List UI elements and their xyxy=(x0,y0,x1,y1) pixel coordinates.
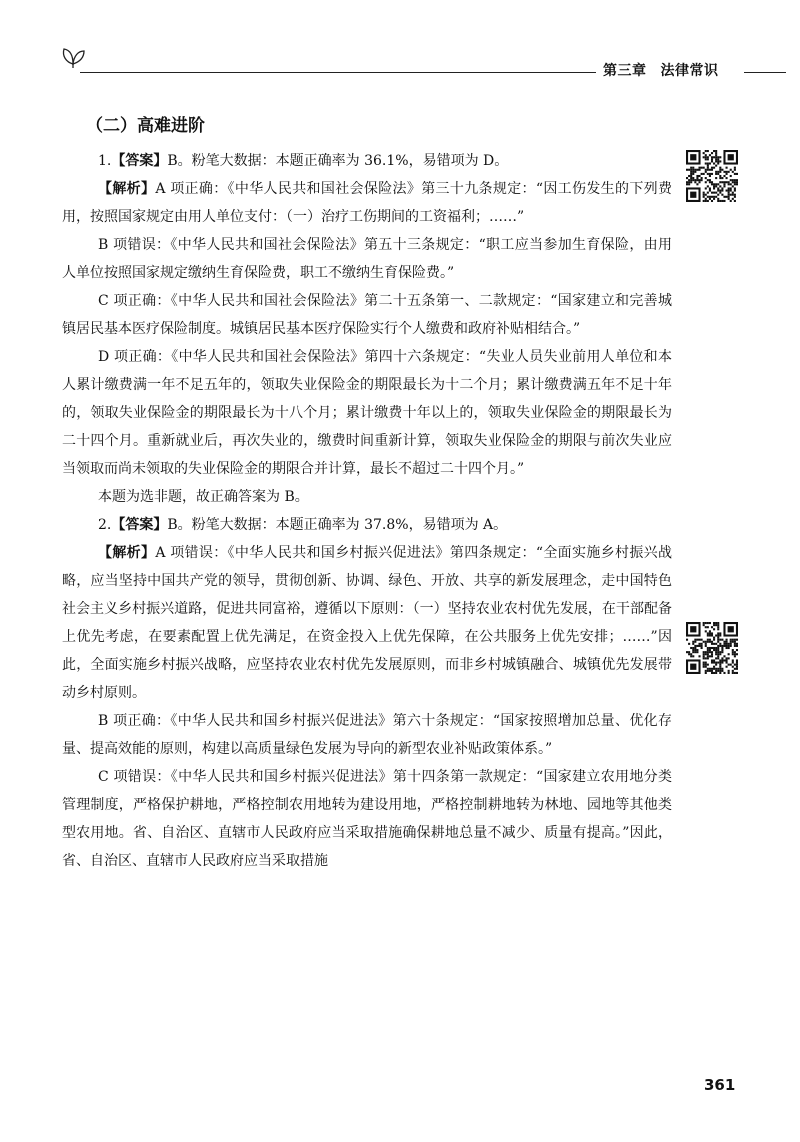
paragraph-q2-analysis-c: C 项错误：《中华人民共和国乡村振兴促进法》第十四条第一款规定：“国家建立农用地分类管理制度，严格保护耕地，严格控制农用地转为建设用地，严格控制耕地转为林地、园地等其他类型农用地。省、自治区、直辖市人民政府应当采取措施确保耕地总量不减少、质量有提高。”因此，省、自治区、直辖市人民政府应当采取措施 xyxy=(62,769,672,869)
paragraph-q1-analysis-c: C 项正确：《中华人民共和国社会保险法》第二十五条第一、二款规定：“国家建立和完善城镇居民基本医疗保险制度。城镇居民基本医疗保险实行个人缴费和政府补贴相结合。” xyxy=(62,293,672,337)
chapter-title: 法律常识 xyxy=(660,63,719,79)
qr-code-icon xyxy=(686,150,738,202)
paragraph-q2-analysis-b: B 项正确：《中华人民共和国乡村振兴促进法》第六十条规定：“国家按照增加总量、优化存量、提高效能的原则，构建以高质量绿色发展为导向的新型农业补贴政策体系。” xyxy=(62,713,672,757)
section-title: （二）高难进阶 xyxy=(86,116,205,136)
paragraph-q2-answer: 2.【答案】B。粉笔大数据：本题正确率为 37.8%，易错项为 A。 xyxy=(98,517,508,533)
header-rule-right xyxy=(744,72,786,73)
paragraph-q1-analysis-b: B 项错误：《中华人民共和国社会保险法》第五十三条规定：“职工应当参加生育保险，由用人单位按照国家规定缴纳生育保险费，职工不缴纳生育保险费。” xyxy=(62,237,672,281)
page-number: 361 xyxy=(704,1076,736,1094)
leaf-logo-icon xyxy=(60,44,86,68)
paragraph-q1-analysis-d: D 项正确：《中华人民共和国社会保险法》第四十六条规定：“失业人员失业前用人单位和本人累计缴费满一年不足五年的，领取失业保险金的期限最长为十二个月；累计缴费满五年不足十年的，领取失业保险金的期限最长为十八个月；累计缴费十年以上的，领取失业保险金的期限最长为二十四个月。重新就业后，再次失业的，缴费时间重新计算，领取失业保险金的期限与前次失业应当领取而尚未领取的失业保险金的期限合并计算，最长不超过二十四个月。” xyxy=(62,349,672,477)
header-rule-left xyxy=(80,72,596,73)
paragraph-q1-conclusion: 本题为选非题，故正确答案为 B。 xyxy=(98,489,309,505)
chapter-number: 第三章 xyxy=(603,63,647,79)
running-header xyxy=(603,60,719,80)
paragraph-q2-analysis-a: 【解析】A 项错误：《中华人民共和国乡村振兴促进法》第四条规定：“全面实施乡村振兴战略，应当坚持中国共产党的领导，贯彻创新、协调、绿色、开放、共享的新发展理念，走中国特色社会主义乡村振兴道路，促进共同富裕，遵循以下原则：（一）坚持农业农村优先发展，在干部配备上优先考虑，在要素配置上优先满足，在资金投入上优先保障，在公共服务上优先安排；……”因此，全面实施乡村振兴战略，应坚持农业农村优先发展原则，而非乡村城镇融合、城镇优先发展带动乡村原则。 xyxy=(62,545,672,701)
paragraph-q1-answer: 1.【答案】B。粉笔大数据：本题正确率为 36.1%，易错项为 D。 xyxy=(98,153,509,169)
answer-explanations xyxy=(62,147,672,875)
qr-code-icon xyxy=(686,622,738,674)
paragraph-q1-analysis-a: 【解析】A 项正确：《中华人民共和国社会保险法》第三十九条规定：“因工伤发生的下列费用，按照国家规定由用人单位支付：（一）治疗工伤期间的工资福利；……” xyxy=(62,181,672,225)
